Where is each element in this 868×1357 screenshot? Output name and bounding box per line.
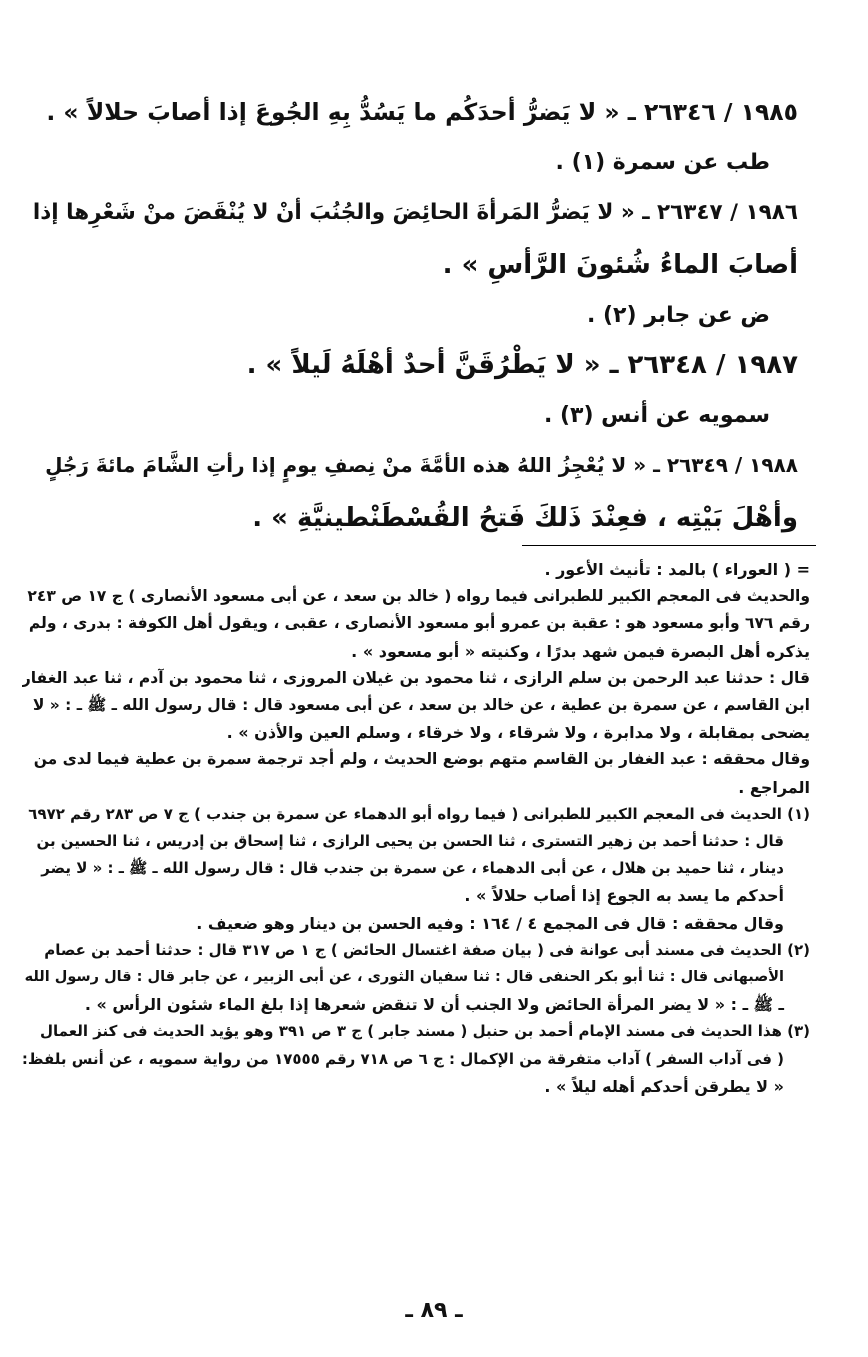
footnote-line: دينار ، ثنا حميد بن هلال ، عن أبى الدهماء ، عن سمرة بن جندب قال : قال رسول الله ـ ﷺ ـ : « لا يضر	[41, 859, 784, 878]
footnote-line: = ( العوراء ) بالمد : تأنيث الأعور .	[544, 560, 810, 579]
hadith-section	[34, 86, 798, 545]
footnote-line: وقال محققه : قال فى المجمع ٤ / ١٦٤ : وفيه الحسن بن دينار وهو ضعيف .	[196, 913, 784, 933]
footnote-line: المراجع .	[738, 777, 810, 797]
footnote-line: ابن القاسم ، عن سمرة بن عطية ، عن خالد بن سعد ، عن أبى مسعود قال : قال رسول الله ـ ﷺ ـ : « لا	[32, 696, 810, 715]
footnotes	[22, 556, 810, 1100]
footnote-line: وقال محققه : عبد الغفار بن القاسم متهم بوضع الحديث ، ولم أجد ترجمة سمرة بن عطية فيما لدى من	[33, 750, 810, 769]
hadith-1986-line2: أصابَ الماءُ شُئونَ الرَّأسِ » .	[442, 250, 798, 280]
source-1986: ض عن جابر (٢) .	[586, 303, 770, 328]
footnote-line: والحديث فى المعجم الكبير للطبرانى فيما رواه ( خالد بن سعد ، عن أبى مسعود الأنصارى ) ج ١٧ ص ٢٤٣	[27, 587, 810, 606]
footnote-line: يضحى بمقابلة ، ولا مدابرة ، ولا شرقاء ، ولا خرقاء ، وسلم العين والأذن » .	[226, 723, 810, 743]
footnote-1	[22, 801, 810, 937]
source-1985: طب عن سمرة (١) .	[555, 150, 770, 175]
footnote-line: أحدكم ما يسد به الجوع إذا أصاب حلالاً » .	[464, 886, 784, 906]
hadith-1985: ١٩٨٥ / ٢٦٣٤٦ ـ « لا يَضرُّ أحدَكُم ما يَسُدُّ بِهِ الجُوعَ إذا أصابَ حلالاً » .	[46, 98, 798, 126]
footnote-line: الأصبهانى قال : ثنا أبو بكر الحنفى قال : ثنا سفيان الثورى ، عن أبى الزبير ، عن جابر قال : قال رسول الله	[24, 969, 784, 986]
footnote-3	[22, 1018, 810, 1100]
footnote-line: قال : حدثنا أحمد بن زهير التسترى ، ثنا الحسن بن يحيى الرازى ، ثنا إسحاق بن إدريس ، ثنا الحسين بن	[36, 832, 784, 851]
footnote-line: (٣) هذا الحديث فى مسند الإمام أحمد بن حنبل ( مسند جابر ) ج ٣ ص ٣٩١ وهو يؤيد الحديث فى كنز العمال	[40, 1022, 810, 1041]
footnote-continued	[22, 556, 810, 801]
footnote-2	[22, 937, 810, 1019]
footnote-line: « لا يطرقن أحدكم أهله ليلاً » .	[544, 1076, 784, 1096]
hadith-1988-line2: وأهْلَ بَيْتِه ، فعِنْدَ ذَلكَ فَتحُ القُسْطَنْطينيَّةِ » .	[252, 503, 798, 533]
footnote-line: (٢) الحديث فى مسند أبى عوانة فى ( بيان صفة اغتسال الحائض ) ج ١ ص ٣١٧ قال : حدثنا أحمد بن عصام	[44, 940, 810, 959]
hadith-1988-line1: ١٩٨٨ / ٢٦٣٤٩ ـ « لا يُعْجِزُ اللهُ هذه الأمَّةَ منْ نِصفِ يومٍ إذا رأتِ الشَّامَ مائةَ رَجُلٍ	[45, 453, 798, 477]
source-1987: سمويه عن أنس (٣) .	[543, 403, 770, 428]
hadith-1986-line1: ١٩٨٦ / ٢٦٣٤٧ ـ « لا يَضرُّ المَرأةَ الحائِضَ والجُنُبَ أنْ لا يُنْقَضَ منْ شَعْرِها إذا	[32, 200, 798, 225]
footnote-line: رقم ٦٧٦ وأبو مسعود هو : عقبة بن عمرو أبو مسعود الأنصارى ، عقبى ، ويقول أهل الكوفة : بدرى ، ولم	[28, 614, 810, 633]
footnote-separator	[522, 545, 816, 546]
footnote-line: ( فى آداب السفر ) آداب متفرقة من الإكمال : ج ٦ ص ٧١٨ رقم ١٧٥٥٥ من رواية سمويه ، عن أنس بلفظ:	[22, 1049, 784, 1068]
footnote-line: قال : حدثنا عبد الرحمن بن سلم الرازى ، ثنا محمود بن غيلان المروزى ، ثنا محمود بن آدم ، ثنا عبد الغفار	[22, 668, 810, 687]
page-number: ـ ٨٩ ـ	[405, 1298, 463, 1323]
footnote-line: يذكره أهل البصرة فيمن شهد بدرًا ، وكنيته « أبو مسعود » .	[351, 641, 810, 661]
hadith-1987: ١٩٨٧ / ٢٦٣٤٨ ـ « لا يَطْرُقَنَّ أحدٌ أهْلَهُ لَيلاً » .	[246, 350, 798, 380]
footnote-line: ـ ﷺ ـ : « لا يضر المرأة الحائض ولا الجنب أن لا تنقض شعرها إذا بلغ الماء شئون الرأس » .	[84, 995, 784, 1015]
footnote-line: (١) الحديث فى المعجم الكبير للطبرانى ( فيما رواه أبو الدهماء عن سمرة بن جندب ) ج ٧ ص ٢٨٣ رقم ٦٩٧٢	[28, 804, 810, 823]
